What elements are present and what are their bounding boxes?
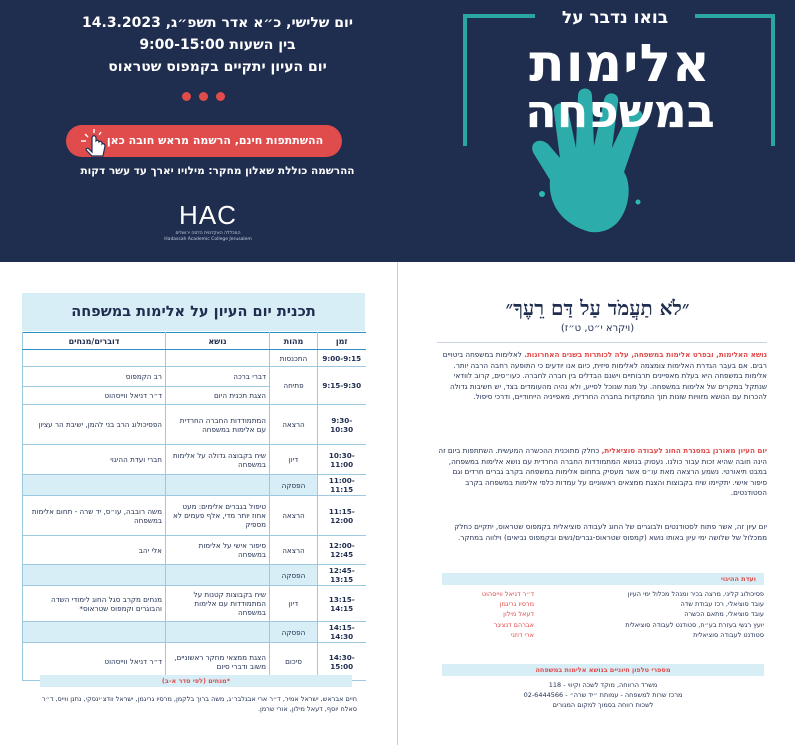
contact-line: מרכז שרות למשפחה - עמותת ״יד שרה״ - 02-6444566: [523, 691, 683, 699]
header-time: זמן: [318, 333, 366, 350]
program-table: [22, 332, 366, 681]
header-type: מהות: [270, 333, 318, 350]
table-row: [23, 586, 366, 622]
verse-source: (ויקרא י״ט, ט״ז): [560, 323, 635, 334]
row-time: 12:45-13:15: [318, 565, 366, 586]
survey-note: ההרשמה כוללת שאלון מחקר: מילויו יארך עד עשר דקות: [80, 165, 355, 177]
event-info: [20, 12, 415, 78]
committee-member: [442, 630, 764, 640]
verse-quote: ״לֹא תַעֲמֹד עַל דַּם רֵעֶךָ״: [505, 296, 690, 320]
logo-caption-hebrew: המכללה האקדמית הדסה ירושלים: [175, 231, 241, 236]
row-time: 14:30-15:00: [318, 643, 366, 681]
row-speakers: הפסיכולוג הרב בני להמן, ישיבת הר עציון: [23, 405, 166, 445]
event-hours: בין השעות 9:00-15:00: [139, 37, 296, 53]
headline-line-1: אלימות: [529, 34, 711, 94]
row-topic: שיח בקבוצות קטנות על המתמודדות עם אלימות במשפחה: [166, 586, 270, 622]
row-type: פתיחה: [270, 367, 318, 405]
college-logo: [163, 200, 253, 243]
row-type: הפסקה: [270, 622, 318, 643]
table-row: [23, 350, 366, 367]
quote-divider: [437, 342, 767, 343]
row-type: דיון: [270, 445, 318, 475]
committee-member-name: ד״ר דניאל ווייסהוט: [481, 590, 534, 598]
headline-subtitle: בואו נדבר על: [535, 8, 695, 28]
program-header-row: [23, 333, 366, 350]
decorative-dots: [182, 92, 225, 101]
committee-member-role: פסיכולוג קליני, מרצה בכיר ומנהל מכלול ימי העיון: [627, 590, 764, 598]
committee-member-name: ארי דוזני: [510, 630, 534, 639]
contacts-title: מספרי טלפון חיוניים בנושא אלימות במשפחה: [442, 664, 764, 676]
table-row: [23, 536, 366, 565]
row-speakers: משה רובבה, עו״ס, יד שרה - תחום אלימות במשפחה: [23, 496, 166, 536]
row-type: דיון: [270, 586, 318, 622]
intro-paragraph-3: יום עיון זה, אשר פתוח לסטודנטים ולבוגרים של החוג לעבודה סוציאלית בקמפוס שטראוס, יתקיים כחלק ממכלול של שלושה ימי עיון באותו נושא (קמפוס שטראוס-גברים/נשים ובקמפוס נביאים) וילווה במחקר.: [454, 522, 767, 542]
committee-member: [442, 599, 764, 609]
row-time: 10:30-11:00: [318, 445, 366, 475]
committee-list: [442, 589, 764, 640]
table-row: [23, 405, 366, 445]
intro-paragraph-1-highlight: נושא האלימות, ובפרט אלימות במשפחה, עלה לכותרות בשנים האחרונות.: [524, 350, 767, 359]
intro-paragraph-1-body: לאלימות במשפחה ביטויים רבים. אם בעבר הגדרת האלימות צומצמה לאלימות פיזית, כיום אנו יודעים כי התופעה רחבה הרבה יותר. אלימות במשפחה היא בעלת מאפיינים תרבותיים וישנם הבדלים בין חברה לחברה. כעו״סים, קרוב לוודאי שנתקל במקרים של אלימות במשפחה. על מנת שנוכל לסייע, ולא נהיה מהעומדים בצד, יש חשיבות גדולה להכרות עם הנושא מזוויות שונות תוך התמקדות בחברה החרדית, מאפייניה הייחודיים, ודרכי סיפול.: [442, 350, 767, 402]
row-type: הרצאה: [270, 405, 318, 445]
event-date: יום שלישי, כ״א אדר תשפ״ג, 14.3.2023: [82, 15, 353, 31]
committee-member-role: עובד סוציאלי, רכז עבודת שדה: [680, 600, 764, 609]
row-type: הפסקה: [270, 475, 318, 496]
committee-member-role: עובד סוציאלי, מתאם הכשרה: [684, 610, 764, 619]
hand-cursor-icon: [76, 128, 110, 158]
row-speakers: [23, 565, 166, 586]
row-time: 13:15-14:15: [318, 586, 366, 622]
event-location: יום העיון יתקיים בקמפוס שטראוס: [108, 59, 327, 75]
committee-member-name: אברהם דנציגר: [493, 620, 534, 629]
row-speakers: אלי יהב: [23, 536, 166, 565]
row-speakers: רב הקמפוס: [23, 367, 166, 387]
intro-paragraph-2: [437, 446, 767, 499]
contact-line: משרד הרווחה, מוקד לשכה וקיווי - 118: [548, 681, 658, 689]
row-time: 11:00-11:15: [318, 475, 366, 496]
program-title: תכנית יום העיון על אלימות במשפחה: [22, 293, 365, 331]
row-type: הרצאה: [270, 496, 318, 536]
committee-member: [442, 620, 764, 630]
row-topic: [166, 350, 270, 367]
row-topic: דברי ברכה: [166, 367, 270, 387]
row-topic: הצגת ממצאי מחקר ראשוניים, משוב ודברי סיום: [166, 643, 270, 681]
registration-button[interactable]: ההשתתפות חינם, הרשמה מראש חובה כאן: [66, 125, 342, 157]
committee-member-role: יועץ רגשי בעזרת בע״ח, סטודנט לעבודה סוציאלית: [625, 620, 764, 629]
headline-line-2: במשפחה: [525, 84, 715, 138]
row-time: 14:15-14:30: [318, 622, 366, 643]
intro-paragraph-1: [437, 350, 767, 403]
row-time: 9:30-10:30: [318, 405, 366, 445]
contacts-list: [442, 680, 764, 710]
row-time: 12:00-12:45: [318, 536, 366, 565]
table-row: [23, 622, 366, 643]
facilitators-list: חיים אבראש, ישראל אמיר, ד״ר ארי אבגלבר׳ג, משה ברוך בלקמן, מרסיו גריגמן, ישראל וודצ׳ינסקי, נתנן ווייס, ד״ר סאלח יוסף, דעאל מילון, אורי שרמן.: [42, 695, 357, 713]
intro-paragraph-2-body: כחלק מתוכנית ההכשרה המעשית. השתתפות ביום זה הינה חובה שהיא זכות עבור כולנו. נעסוק בנושא המתמודדות החברה החרדית עם נושא אלימות במשפחה, במבט תיאורטי. נשמע הרצאה מאת עו״ס אשר מעסיק בתחום אלימות במשפחה בקרב גברים חרדים וגם סיפור אישי. יתקיימו שיח בקבוצות והצגת ממצאים ראשוניים על עמדות כלפי אלימות במשפחה בקרב הסטודנטים.: [438, 446, 767, 498]
row-speakers: מנחים מקרב סגל החוג לימודי השדה והבוגרים וקמפוס שטראוס*: [23, 586, 166, 622]
row-topic: שיח בקבוצה גדולה על אלימות במשפחה: [166, 445, 270, 475]
row-speakers: [23, 622, 166, 643]
row-time: 9:00-9:15: [318, 350, 366, 367]
row-topic: המתמודדות החברה החרדית עם אלימות במשפחה: [166, 405, 270, 445]
header-topic: נושא: [166, 333, 270, 350]
row-type: הפסקה: [270, 565, 318, 586]
committee-member-role: סטודנט לעבודה סוציאלית: [693, 630, 764, 639]
logo-caption-english: Hadassah Academic College Jerusalem: [164, 237, 252, 242]
row-topic: סיפור אישי על אלימות במשפחה: [166, 536, 270, 565]
table-row: [23, 367, 366, 387]
row-type: התכנסות: [270, 350, 318, 367]
intro-paragraph-2-highlight: יום העיון מאורגן במסגרת החוג לעבודה סוציאלית,: [601, 446, 767, 455]
row-time: 11:15-12:00: [318, 496, 366, 536]
table-row: [23, 445, 366, 475]
table-row: [23, 565, 366, 586]
contact-line: לשכות רווחה בסמוך למקום המגורים: [552, 701, 654, 709]
facilitators-note: *מנחים (לפי סדר א-ב): [40, 675, 352, 687]
row-topic: [166, 622, 270, 643]
committee-member: [442, 589, 764, 599]
committee-member: [442, 609, 764, 619]
row-topic: [166, 565, 270, 586]
row-topic: הצגת תכנית היום: [166, 387, 270, 405]
row-speakers: חברי ועדת ההיגוי: [23, 445, 166, 475]
row-speakers: [23, 475, 166, 496]
event-banner: [0, 0, 795, 262]
logo-letters: HAC: [179, 200, 237, 230]
table-row: [23, 496, 366, 536]
row-type: הרצאה: [270, 536, 318, 565]
row-speakers: ד״ר דניאל ווייסהוט: [23, 643, 166, 681]
row-speakers: [23, 350, 166, 367]
committee-member-name: דעאל מילון: [503, 610, 534, 619]
row-type: סיכום: [270, 643, 318, 681]
table-row: [23, 475, 366, 496]
row-speakers: ד״ר דניאל ווייסהוט: [23, 387, 166, 405]
row-time: 9:15-9:30: [318, 367, 366, 405]
row-topic: [166, 475, 270, 496]
committee-member-name: מרסיו גריגמן: [499, 600, 534, 609]
page-divider: [397, 262, 398, 745]
committee-title: ועדת ההיגוי: [442, 573, 764, 585]
header-speakers: דוברים/מנחים: [23, 333, 166, 350]
row-topic: טיפול בגברים אלימים: מעט אחוז יותר מדי, אלף פעמים לא מספיק: [166, 496, 270, 536]
